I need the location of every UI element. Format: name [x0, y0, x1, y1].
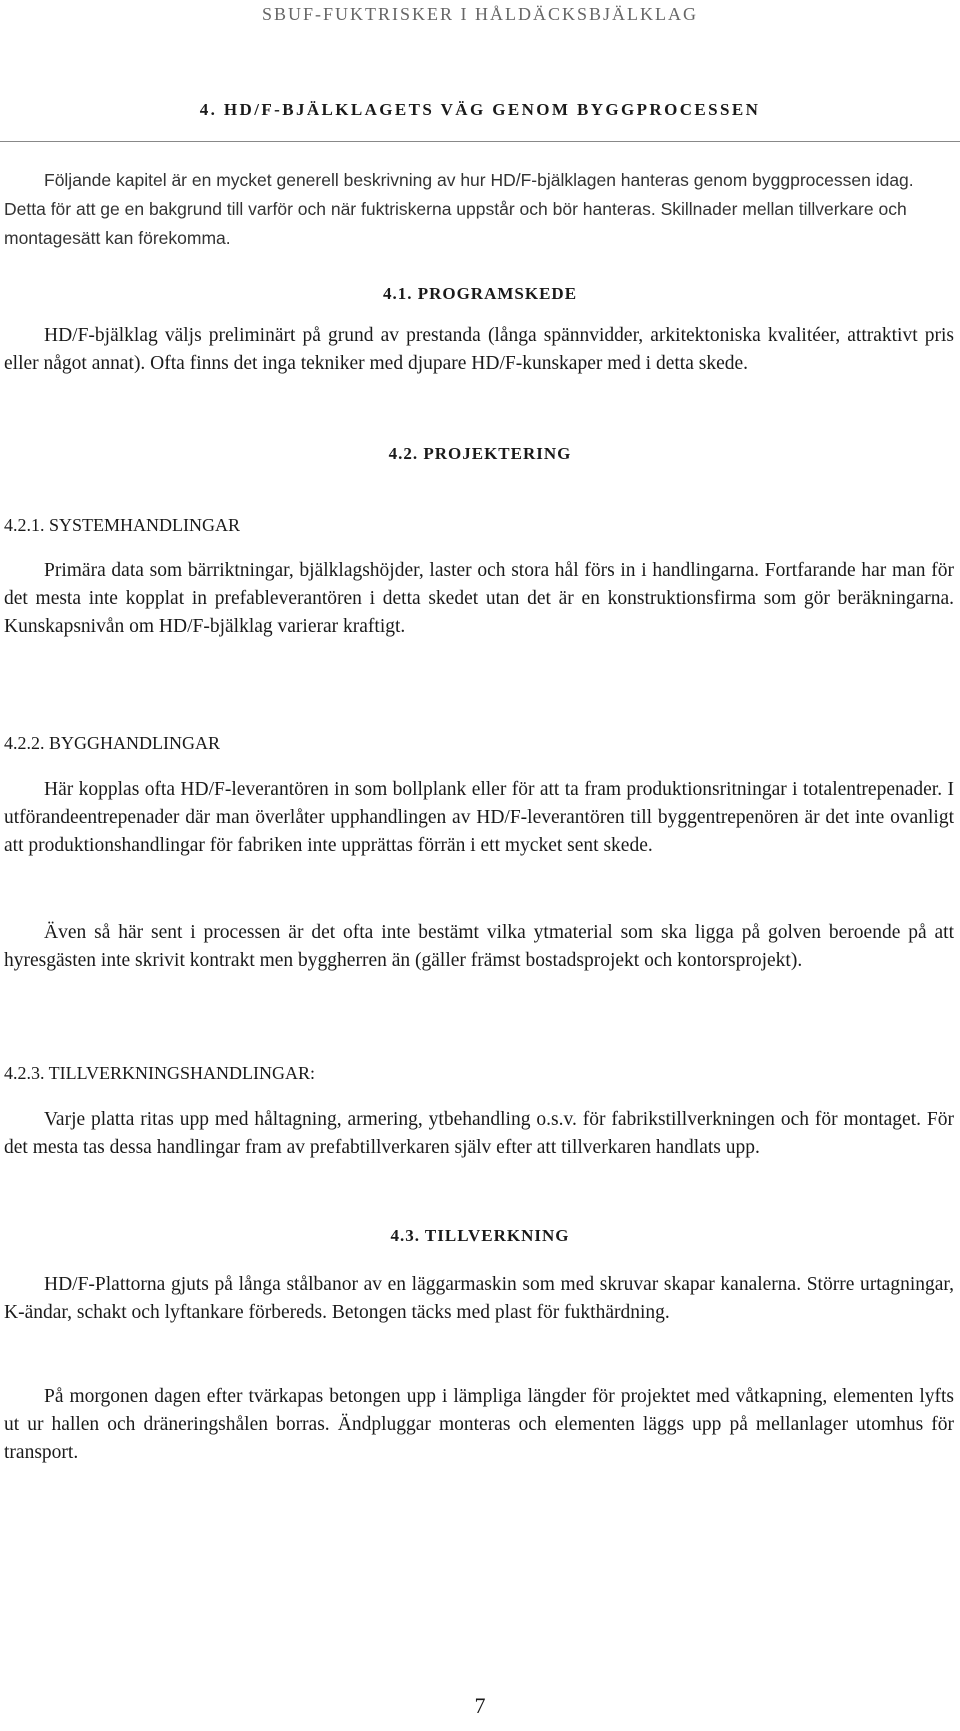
bygghandlingar-paragraph-1: Här kopplas ofta HD/F-leverantören in som bollplank eller för att ta fram produktionsritningar i totalentrepenader. I utförandeentrepenader där man överlåter upphandlingen av HD/F-leverantören till byggentrepenören är det inte ovanligt att produktionshandlingar för fabriken inte upprättas förrän i ett mycket sent skede. [4, 779, 954, 856]
heading-bygghandlingar: 4.2.2. BYGGHANDLINGAR [4, 733, 220, 753]
heading-systemhandlingar: 4.2.1. SYSTEMHANDLINGAR [4, 515, 241, 535]
tillverkningshandlingar-paragraph: Varje platta ritas upp med håltagning, armering, ytbehandling o.s.v. för fabrikstillverkningen och för montaget. För det mesta tas dessa handlingar fram av prefabtillverkaren själv efter att tillverkaren handlats upp. [4, 1109, 954, 1158]
tillverkning-paragraph-2: På morgonen dagen efter tvärkapas betongen upp i lämpliga längder för projektet med våtkapning, elementen lyfts ut ur hallen och dräneringshålen borras. Ändpluggar monteras och elementen läggs upp på mellanlager utomhus för transport. [4, 1386, 954, 1463]
running-head: SBUF-FUKTRISKER I HÅLDÄCKSBJÄLKLAG [261, 4, 699, 24]
systemhandlingar-paragraph: Primära data som bärriktningar, bjälklagshöjder, laster och stora hål förs in i handlingarna. Fortfarande har man för det mesta inte kopplat in prefableverantören i detta skedet utan det är en konstruktionsfirma som gör beräkningarna. Kunskapsnivån om HD/F-bjälklag varierar kraftigt. [4, 560, 954, 637]
intro-paragraph: Följande kapitel är en mycket generell beskrivning av hur HD/F-bjälklagen hanteras genom byggprocessen idag. Detta för att ge en bakgrund till varför och när fuktriskerna uppstår och bör hanteras. Skillnader mellan tillverkare och montagesätt kan förekomma. [4, 170, 914, 248]
heading-programskede: 4.1. PROGRAMSKEDE [382, 284, 578, 303]
heading-tillverkningshandlingar: 4.2.3. TILLVERKNINGSHANDLINGAR: [4, 1063, 315, 1083]
chapter-title: 4. HD/F-BJÄLKLAGETS VÄG GENOM BYGGPROCESSEN [199, 100, 761, 119]
header-divider [0, 141, 960, 142]
bygghandlingar-paragraph-2: Även så här sent i processen är det ofta inte bestämt vilka ytmaterial som ska ligga på golven beroende på att hyresgästen inte skrivit kontrakt men byggherren än (gäller främst bostadsprojekt och kontorsprojekt). [4, 922, 954, 971]
page-number: 7 [474, 1693, 486, 1718]
heading-projektering: 4.2. PROJEKTERING [388, 444, 572, 463]
tillverkning-paragraph-1: HD/F-Plattorna gjuts på långa stålbanor av en läggarmaskin som med skruvar skapar kanalerna. Större urtagningar, K-ändar, schakt och lyftankare förbereds. Betongen täcks med plast för fukthärdning. [4, 1274, 954, 1323]
heading-tillverkning: 4.3. TILLVERKNING [390, 1226, 570, 1245]
programskede-paragraph: HD/F-bjälklag väljs preliminärt på grund av prestanda (långa spännvidder, arkitektoniska kvalitéer, attraktivt pris eller något annat). Ofta finns det inga tekniker med djupare HD/F-kunskaper med i detta skede. [4, 325, 954, 374]
